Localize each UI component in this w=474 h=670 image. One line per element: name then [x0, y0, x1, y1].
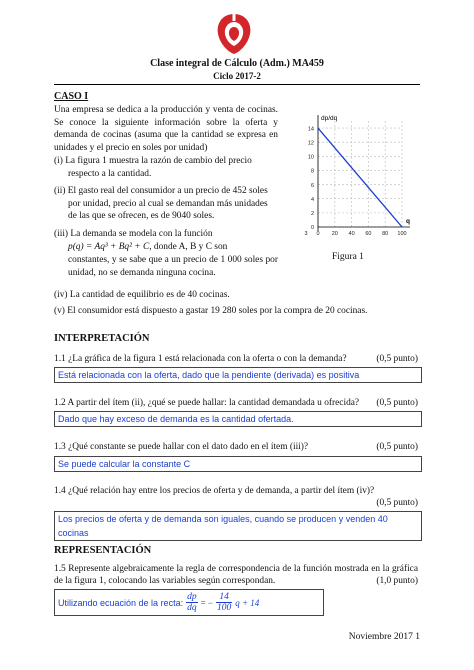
y-axis-label: dp/dq [321, 115, 338, 122]
demand-function: p(q) = Aq³ + Bq² + C [68, 242, 150, 252]
case-heading: CASO I [54, 91, 89, 102]
item-ii: (ii) El gasto real del consumidor a un precio de 452 soles por unidad, precio al cual se demandan más unidades de las que se ofrecen, es de 9040 soles. [54, 186, 268, 221]
university-logo-icon [214, 10, 254, 56]
answer-1-5-prefix: Utilizando ecuación de la recta: [58, 597, 184, 608]
question-1-5-text: 1.5 Represente algebraicamente la regla de correspondencia de la función mostrada en la gráfica de la figura 1, colocando las variables según correspondan. [54, 564, 418, 586]
question-1-1-points: (0,5 punto) [376, 354, 418, 364]
answer-1-5 [54, 589, 324, 616]
item-iv: (iv) La cantidad de equilibrio es de 40 cocinas. [54, 290, 230, 300]
x-tick-label: 80 [382, 231, 389, 237]
y-tick-label: 0 [310, 225, 314, 232]
slope-fraction [216, 592, 232, 613]
y-tick-label: 14 [307, 126, 314, 133]
rate-of-change-chart [298, 109, 418, 249]
y-tick-label: 12 [307, 140, 314, 147]
question-1-1 [54, 353, 418, 365]
item-v: (v) El consumidor está dispuesto a gastar 19 280 soles por la compra de 20 cocinas. [54, 306, 368, 316]
question-1-2-points: (0,5 punto) [376, 398, 418, 408]
answer-1-3: Se puede calcular la constante C [54, 456, 422, 472]
question-1-5-points: (1,0 punto) [370, 576, 418, 586]
chart-grid [318, 121, 402, 227]
answer-1-1: Está relacionada con la oferta, dado que la pendiente (derivada) es positiva [54, 367, 422, 383]
answer-1-2: Dado que hay exceso de demanda es la cantidad ofertada. [54, 411, 422, 427]
question-1-3 [54, 441, 418, 453]
item-i: (i) La figura 1 muestra la razón de cambio del precio respecto a la cantidad. [54, 156, 252, 179]
x-tick-label: 0 [316, 231, 320, 237]
item-iii-label: (iii) La demanda se modela con la función [54, 229, 213, 239]
item-iii-line2 [68, 241, 278, 254]
question-1-4-points: (0,5 punto) [376, 498, 418, 508]
question-1-2-text: 1.2 A partir del ítem (ii), ¿qué se puede hallar: la cantidad demandada u ofrecida? [54, 398, 360, 408]
derivative-fraction [186, 592, 198, 613]
document-title: Clase integral de Cálculo (Adm.) MA459 [150, 58, 324, 69]
x-axis-label: q [406, 218, 410, 225]
chart-series [318, 128, 402, 227]
question-1-2 [54, 397, 418, 409]
y-tick-label: 4 [310, 196, 314, 203]
derivative-denominator: dq [187, 603, 197, 613]
y-tick-label: 6 [310, 182, 314, 189]
item-iii-line1 [54, 228, 278, 241]
intro-paragraph: Una empresa se dedica a la producción y venta de cocinas. Se conoce la siguiente información sobre la oferta y demanda de cocinas (asuma que la cantidad se expresa en unidades y el precio en soles por unidad) [54, 105, 278, 153]
x-origin-label: 3 [304, 231, 308, 237]
derivative-numerator: dp [187, 592, 197, 602]
item-iii-constants: , donde A, B y C son [149, 242, 228, 252]
question-1-4-text: 1.4 ¿Qué relación hay entre los precios de oferta y de demanda, a partir del ítem (iv)? [54, 486, 375, 496]
slope-numerator: 14 [216, 592, 232, 603]
x-tick-label: 60 [365, 231, 372, 237]
document-cycle: Ciclo 2017-2 [213, 71, 261, 81]
question-1-4 [54, 485, 418, 497]
figure-caption: Figura 1 [332, 252, 364, 262]
y-tick-label: 10 [307, 154, 314, 161]
equals-minus: = − [200, 597, 213, 608]
question-1-3-text: 1.3 ¿Qué constante se puede hallar con el dato dado en el ítem (iii)? [54, 442, 309, 452]
representation-heading: REPRESENTACIÓN [54, 545, 152, 556]
answer-1-4: Los precios de oferta y de demanda son iguales, cuando se producen y venden 40 cocinas [54, 511, 422, 541]
equation-tail: q + 14 [235, 597, 260, 608]
x-tick-label: 40 [348, 231, 355, 237]
y-tick-label: 2 [310, 211, 314, 218]
slope-denominator: 100 [216, 603, 232, 613]
page-footer: Noviembre 2017 1 [348, 632, 420, 642]
question-1-1-text: 1.1 ¿La gráfica de la figura 1 está relacionada con la oferta o con la demanda? [54, 354, 347, 364]
y-tick-label: 8 [310, 168, 314, 175]
series-line [318, 128, 402, 227]
header-rule [54, 84, 420, 85]
item-iii-line3: constantes, y se sabe que a un precio de 1 000 soles por unidad, no se demanda ninguna cocina. [68, 255, 278, 278]
interpretation-heading: INTERPRETACIÓN [54, 333, 150, 344]
x-tick-label: 20 [331, 231, 338, 237]
x-tick-label: 100 [397, 231, 407, 237]
question-1-3-points: (0,5 punto) [376, 442, 418, 452]
chart-axes [318, 115, 410, 231]
